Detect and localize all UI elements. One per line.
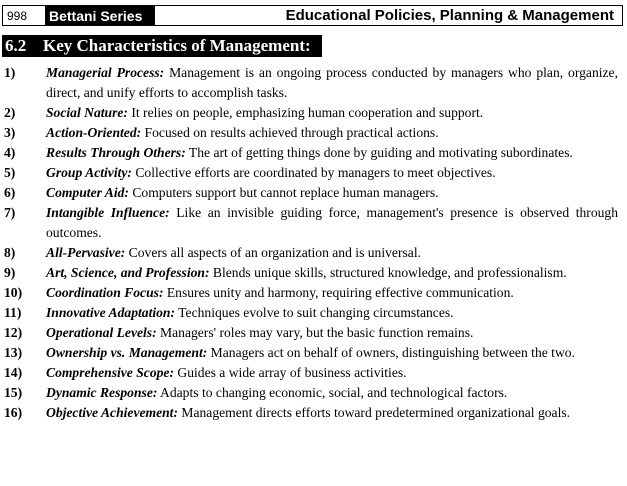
item-number: 5) [4, 165, 16, 180]
item-body [46, 323, 618, 343]
item-number: 12) [4, 325, 23, 340]
list-item [0, 323, 627, 343]
book-title: Educational Policies, Planning & Management [285, 7, 614, 24]
item-text: It relies on people, emphasizing human cooperation and support. [127, 105, 484, 120]
item-term: Objective Achievement: [46, 405, 178, 420]
item-body [46, 363, 618, 383]
item-term: Art, Science, and Profession: [46, 265, 210, 280]
list-item [0, 263, 627, 283]
item-term: All-Pervasive: [46, 245, 126, 260]
item-number: 9) [4, 265, 16, 280]
item-number: 7) [4, 205, 16, 220]
list-item [0, 203, 627, 243]
item-term: Group Activity: [46, 165, 132, 180]
item-body [46, 183, 618, 203]
item-body [46, 283, 618, 303]
item-body [46, 143, 618, 163]
series-name: Bettani Series [45, 6, 155, 25]
item-number: 14) [4, 365, 23, 380]
item-number: 15) [4, 385, 23, 400]
item-text: Managers' roles may vary, but the basic function remains. [156, 325, 474, 340]
characteristics-list [0, 63, 627, 423]
item-text: Adapts to changing economic, social, and technological factors. [157, 385, 508, 400]
list-item [0, 363, 627, 383]
item-number: 1) [4, 65, 16, 80]
item-body [46, 263, 618, 283]
item-term: Ownership vs. Management: [46, 345, 208, 360]
item-body [46, 123, 618, 143]
item-body [46, 63, 618, 103]
item-body [46, 303, 618, 323]
item-text: Guides a wide array of business activities. [174, 365, 407, 380]
item-number: 13) [4, 345, 23, 360]
item-text: Like an invisible guiding force, management's presence is observed through outcomes. [46, 205, 619, 240]
item-body [46, 203, 618, 243]
item-text: Managers act on behalf of owners, distinguishing between the two. [207, 345, 575, 360]
item-text: Management directs efforts toward predetermined organizational goals. [177, 405, 571, 420]
item-text: Techniques evolve to suit changing circumstances. [175, 305, 454, 320]
running-header [2, 5, 623, 26]
list-item [0, 343, 627, 363]
item-number: 16) [4, 405, 23, 420]
list-item [0, 63, 627, 103]
item-body [46, 343, 618, 363]
item-term: Results Through Others: [46, 145, 186, 160]
item-number: 11) [4, 305, 22, 320]
item-number: 2) [4, 105, 16, 120]
item-number: 10) [4, 285, 23, 300]
list-item [0, 283, 627, 303]
item-term: Action-Oriented: [46, 125, 142, 140]
item-term: Coordination Focus: [46, 285, 164, 300]
list-item [0, 123, 627, 143]
item-text: Collective efforts are coordinated by managers to meet objectives. [131, 165, 496, 180]
item-term: Operational Levels: [46, 325, 157, 340]
list-item [0, 303, 627, 323]
item-number: 3) [4, 125, 16, 140]
list-item [0, 103, 627, 123]
list-item [0, 383, 627, 403]
item-text: Blends unique skills, structured knowledge, and professionalism. [209, 265, 567, 280]
item-text: Focused on results achieved through practical actions. [141, 125, 439, 140]
item-term: Managerial Process: [46, 65, 165, 80]
item-number: 4) [4, 145, 16, 160]
item-number: 6) [4, 185, 16, 200]
item-term: Innovative Adaptation: [46, 305, 176, 320]
list-item [0, 163, 627, 183]
list-item [0, 143, 627, 163]
list-item [0, 403, 627, 423]
section-title: Key Characteristics of Management: [43, 36, 311, 55]
item-text: Covers all aspects of an organization and is universal. [125, 245, 421, 260]
list-item [0, 183, 627, 203]
item-body [46, 103, 618, 123]
item-text: The art of getting things done by guiding and motivating subordinates. [185, 145, 573, 160]
section-number: 6.2 [5, 36, 27, 55]
item-term: Dynamic Response: [46, 385, 158, 400]
item-text: Computers support but cannot replace human managers. [128, 185, 439, 200]
item-term: Computer Aid: [46, 185, 129, 200]
item-body [46, 403, 618, 423]
item-term: Comprehensive Scope: [46, 365, 174, 380]
item-term: Intangible Influence: [46, 205, 170, 220]
list-item [0, 243, 627, 263]
page-number: 998 [7, 8, 28, 23]
item-text: Ensures unity and harmony, requiring effective communication. [163, 285, 514, 300]
item-body [46, 243, 618, 263]
item-number: 8) [4, 245, 16, 260]
item-body [46, 163, 618, 183]
section-heading [2, 35, 322, 57]
item-body [46, 383, 618, 403]
item-term: Social Nature: [46, 105, 128, 120]
item-text: Management is an ongoing process conducted by managers who plan, organize, direct, and unify efforts to accomplish tasks. [46, 65, 618, 100]
